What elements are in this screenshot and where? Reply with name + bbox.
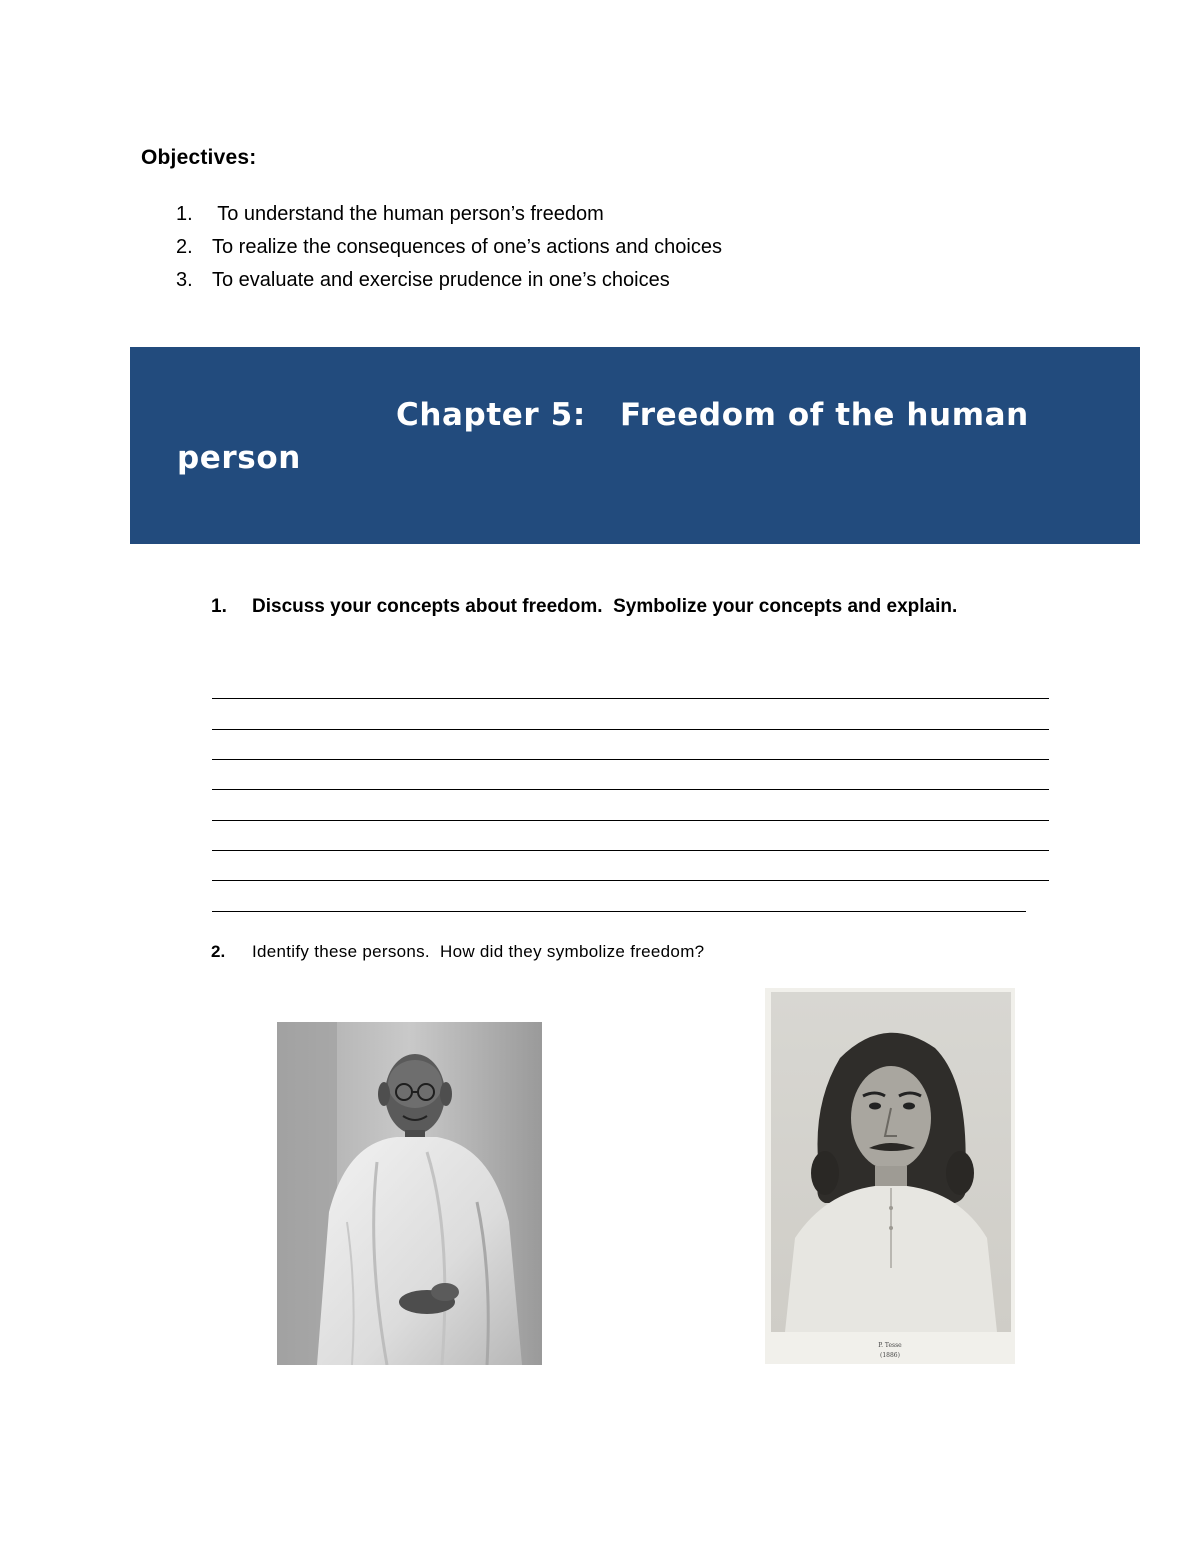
answer-line[interactable] — [212, 820, 1049, 821]
portrait-illustration-left — [277, 1022, 542, 1365]
answer-line[interactable] — [212, 880, 1049, 881]
answer-line[interactable] — [212, 911, 1026, 912]
objective-text: To understand the human person’s freedom — [212, 203, 604, 225]
answer-line[interactable] — [212, 759, 1049, 760]
objective-number: 2. — [176, 236, 193, 258]
answer-line[interactable] — [212, 850, 1049, 851]
chapter-title: Chapter 5: Freedom of the human — [396, 397, 1029, 433]
objective-item — [176, 268, 670, 292]
question-text: Identify these persons. How did they symbolize freedom? — [252, 942, 705, 961]
portrait-illustration-right — [765, 988, 1015, 1364]
question-text: Discuss your concepts about freedom. Symbolize your concepts and explain. — [252, 596, 958, 617]
objective-text: To realize the consequences of one’s actions and choices — [212, 236, 722, 258]
objective-text: To evaluate and exercise prudence in one’s choices — [212, 269, 670, 291]
objective-item — [176, 202, 604, 226]
objective-number: 1. — [176, 203, 193, 225]
portrait-photo-right — [765, 988, 1015, 1364]
answer-line[interactable] — [212, 789, 1049, 790]
photo-caption: P. Tesse — [878, 1342, 902, 1349]
chapter-title-continued: person — [177, 440, 301, 476]
objectives-heading: Objectives: — [141, 146, 257, 169]
objective-number: 3. — [176, 269, 193, 291]
question-number: 2. — [211, 942, 226, 961]
question-number: 1. — [211, 596, 227, 617]
objective-item — [176, 235, 722, 259]
portrait-photo-left — [277, 1022, 542, 1365]
answer-line[interactable] — [212, 698, 1049, 699]
photo-caption-year: (1886) — [880, 1352, 900, 1359]
answer-line[interactable] — [212, 729, 1049, 730]
